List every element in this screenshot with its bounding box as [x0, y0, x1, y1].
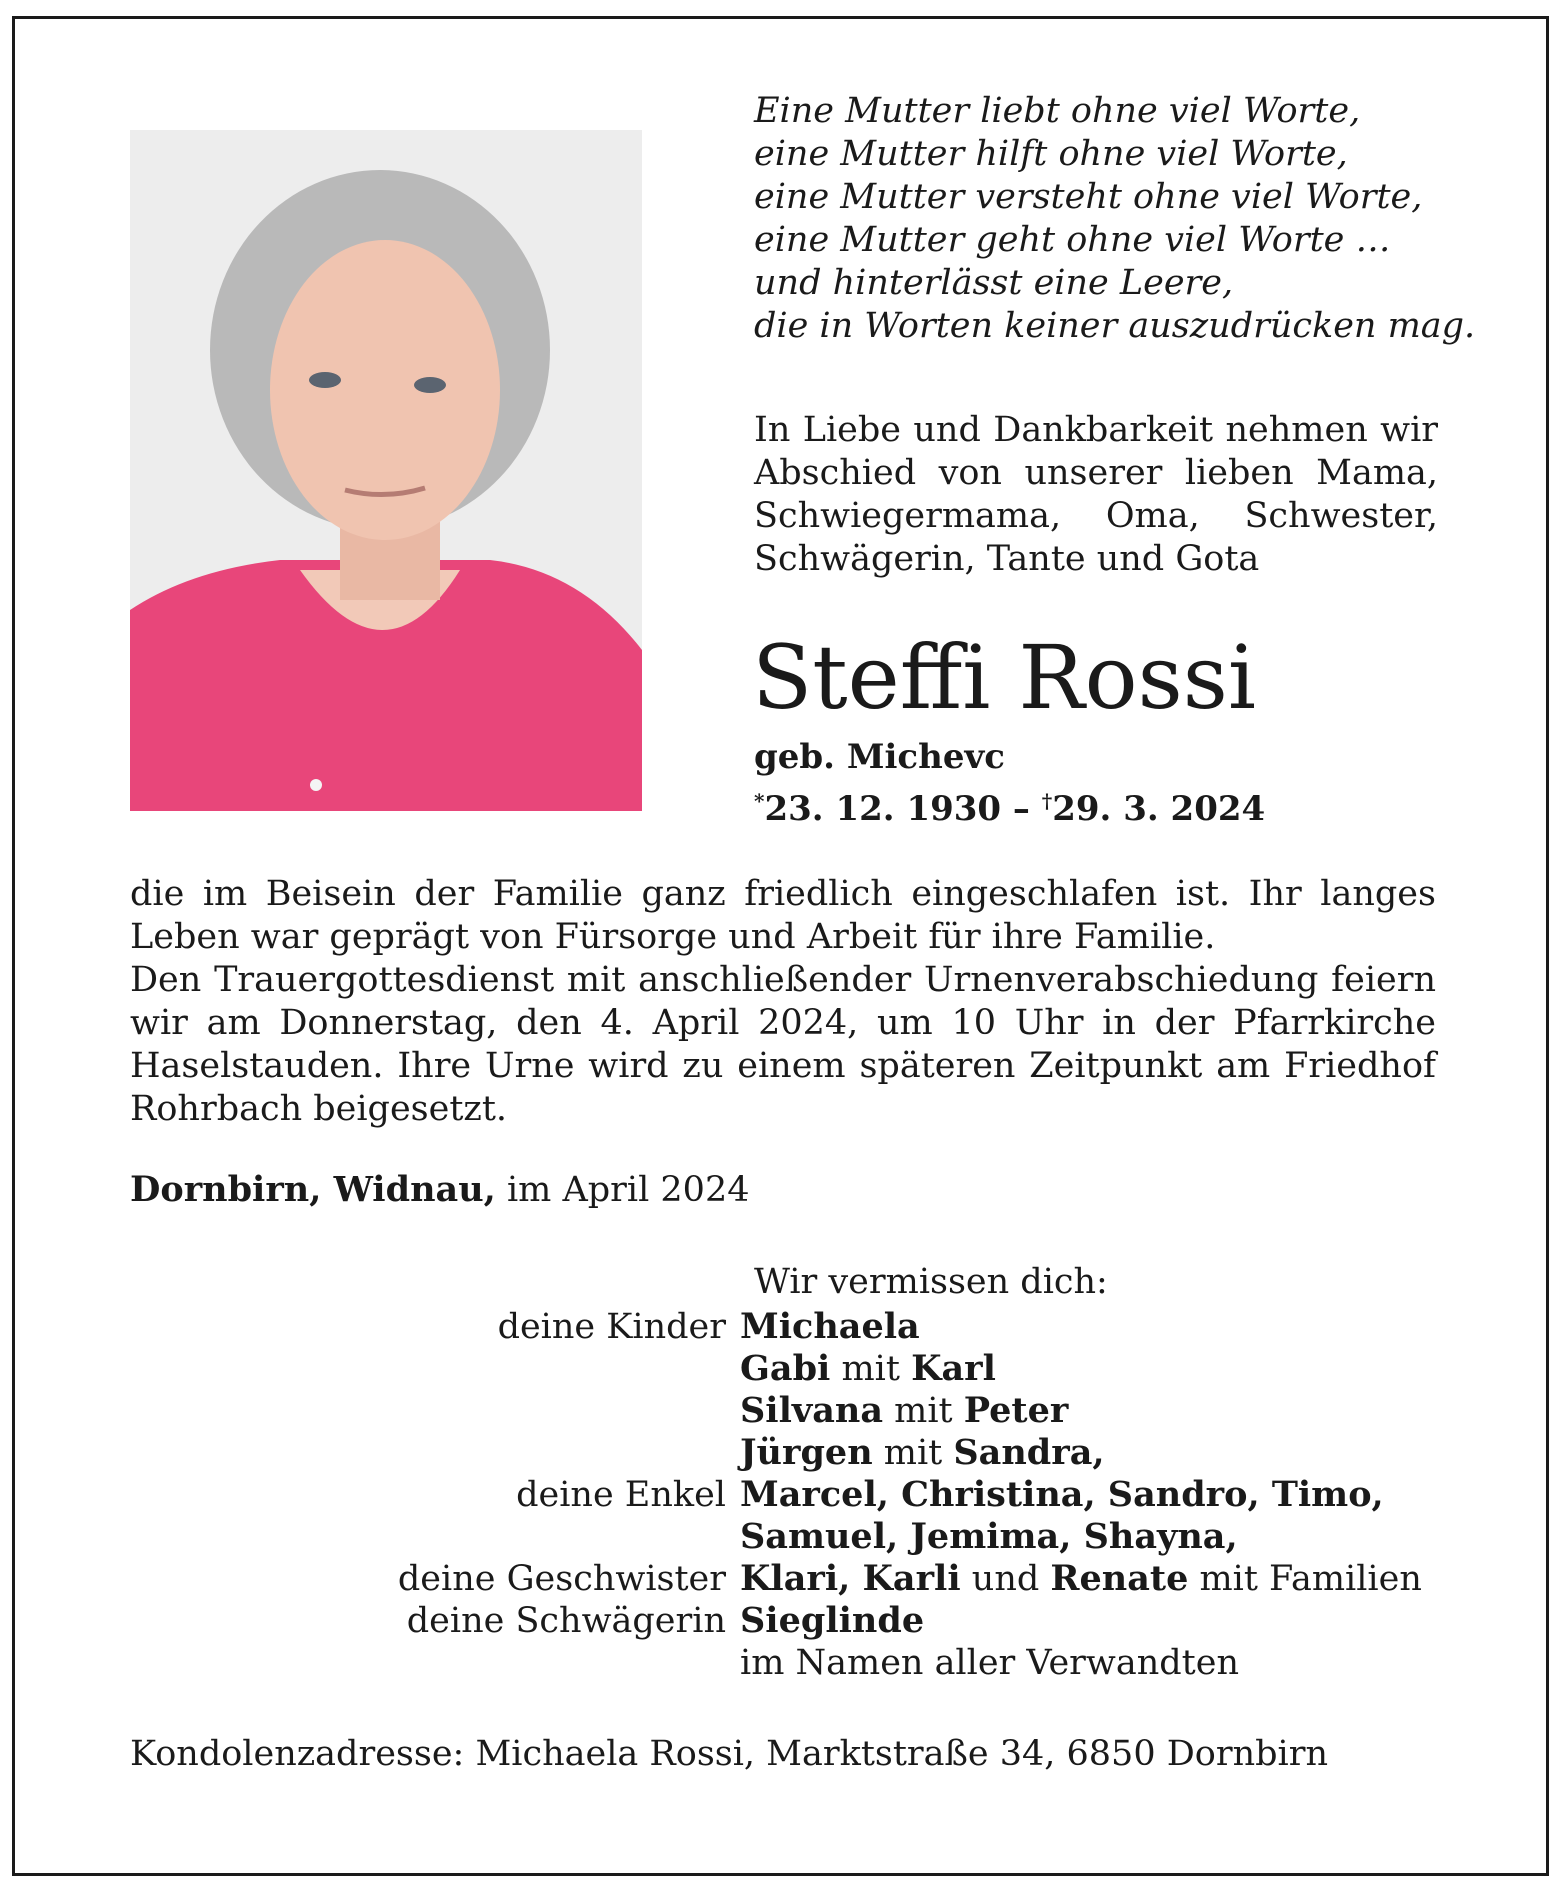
deceased-name: Steffi Rossi: [752, 626, 1257, 729]
place-towns: Dornbirn, Widnau,: [130, 1169, 496, 1210]
mourner-row: [130, 1642, 1470, 1684]
mourner-row: [130, 1390, 1470, 1432]
poem-line: Eine Mutter liebt ohne viel Worte,: [754, 91, 1361, 131]
mit-text: mit: [841, 1349, 900, 1389]
birth-symbol: *: [754, 789, 765, 813]
condolence-address: Kondolenzadresse: Michaela Rossi, Marktstraße 34, 6850 Dornbirn: [130, 1734, 1328, 1774]
role-label: deine Kinder: [497, 1307, 726, 1347]
mourner-row: [130, 1474, 1470, 1516]
birth-name: geb. Michevc: [754, 737, 1005, 777]
mourner-name: Sieglinde: [740, 1600, 925, 1641]
mourner-row: [130, 1600, 1470, 1642]
body-paragraph: die im Beisein der Familie ganz friedlich eingeschlafen ist. Ihr langes Leben war geprägt von Fürsorge und Arbeit für ihre Familie.: [130, 874, 1436, 957]
mit-text: mit: [894, 1391, 953, 1431]
body-text: [130, 873, 1436, 1131]
mourner-names: Klari, Karli: [740, 1558, 961, 1599]
place-date: [130, 1168, 749, 1212]
poem: [754, 90, 1474, 348]
mourners-heading: Wir vermissen dich:: [754, 1262, 1108, 1302]
portrait-photo: [130, 130, 642, 811]
mourner-row: [130, 1306, 1470, 1348]
mourner-name: Silvana: [740, 1390, 884, 1431]
mourners-list: [130, 1306, 1470, 1684]
role-label: deine Schwägerin: [406, 1601, 726, 1641]
life-dates: [754, 780, 1265, 830]
families-text: mit Familien: [1199, 1559, 1422, 1599]
mourner-row: [130, 1348, 1470, 1390]
poem-line: die in Worten keiner auszudrücken mag.: [754, 306, 1476, 346]
date-dash: –: [1012, 789, 1030, 829]
body-paragraph: Den Trauergottesdienst mit anschließender Urnenverabschiedung feiern wir am Donnerstag, den 4. April 2024, um 10 Uhr in der Pfarrkirche Haselstauden. Ihre Urne wird zu einem späteren Zeitpunkt am Friedhof Rohrbach beigesetzt.: [130, 960, 1436, 1129]
mourner-row: [130, 1558, 1470, 1600]
intro-text: In Liebe und Dankbarkeit nehmen wir Abschied von unserer lieben Mama, Schwiegermama, Oma, Schwester, Schwägerin, Tante und Gota: [754, 410, 1438, 579]
mourner-name: Jürgen: [740, 1432, 873, 1473]
closing-text: im Namen aller Verwandten: [740, 1643, 1239, 1683]
death-symbol: †: [1041, 789, 1053, 813]
birth-date: 23. 12. 1930: [764, 789, 1002, 829]
portrait-illustration: [130, 130, 642, 811]
und-text: und: [971, 1559, 1040, 1599]
mourner-name: Renate: [1050, 1558, 1189, 1599]
poem-line: eine Mutter geht ohne viel Worte …: [754, 220, 1391, 260]
death-date: 29. 3. 2024: [1052, 789, 1266, 829]
mourner-name: Gabi: [740, 1348, 831, 1389]
mourner-row: [130, 1432, 1470, 1474]
mourner-row: [130, 1516, 1470, 1558]
mourner-partner: Peter: [963, 1390, 1069, 1431]
mourner-partner: Karl: [911, 1348, 996, 1389]
role-label: deine Geschwister: [397, 1559, 726, 1599]
role-label: deine Enkel: [516, 1475, 726, 1515]
mit-text: mit: [883, 1433, 943, 1473]
mourner-names: Marcel, Christina, Sandro, Timo,: [740, 1474, 1384, 1515]
mourner-partner: Sandra,: [953, 1432, 1105, 1473]
poem-line: und hinterlässt eine Leere,: [754, 263, 1234, 303]
mourner-name: Michaela: [740, 1306, 920, 1347]
place-date-text: im April 2024: [506, 1170, 750, 1210]
mourner-names: Samuel, Jemima, Shayna,: [740, 1516, 1238, 1557]
poem-line: eine Mutter versteht ohne viel Worte,: [754, 177, 1423, 217]
poem-line: eine Mutter hilft ohne viel Worte,: [754, 134, 1348, 174]
